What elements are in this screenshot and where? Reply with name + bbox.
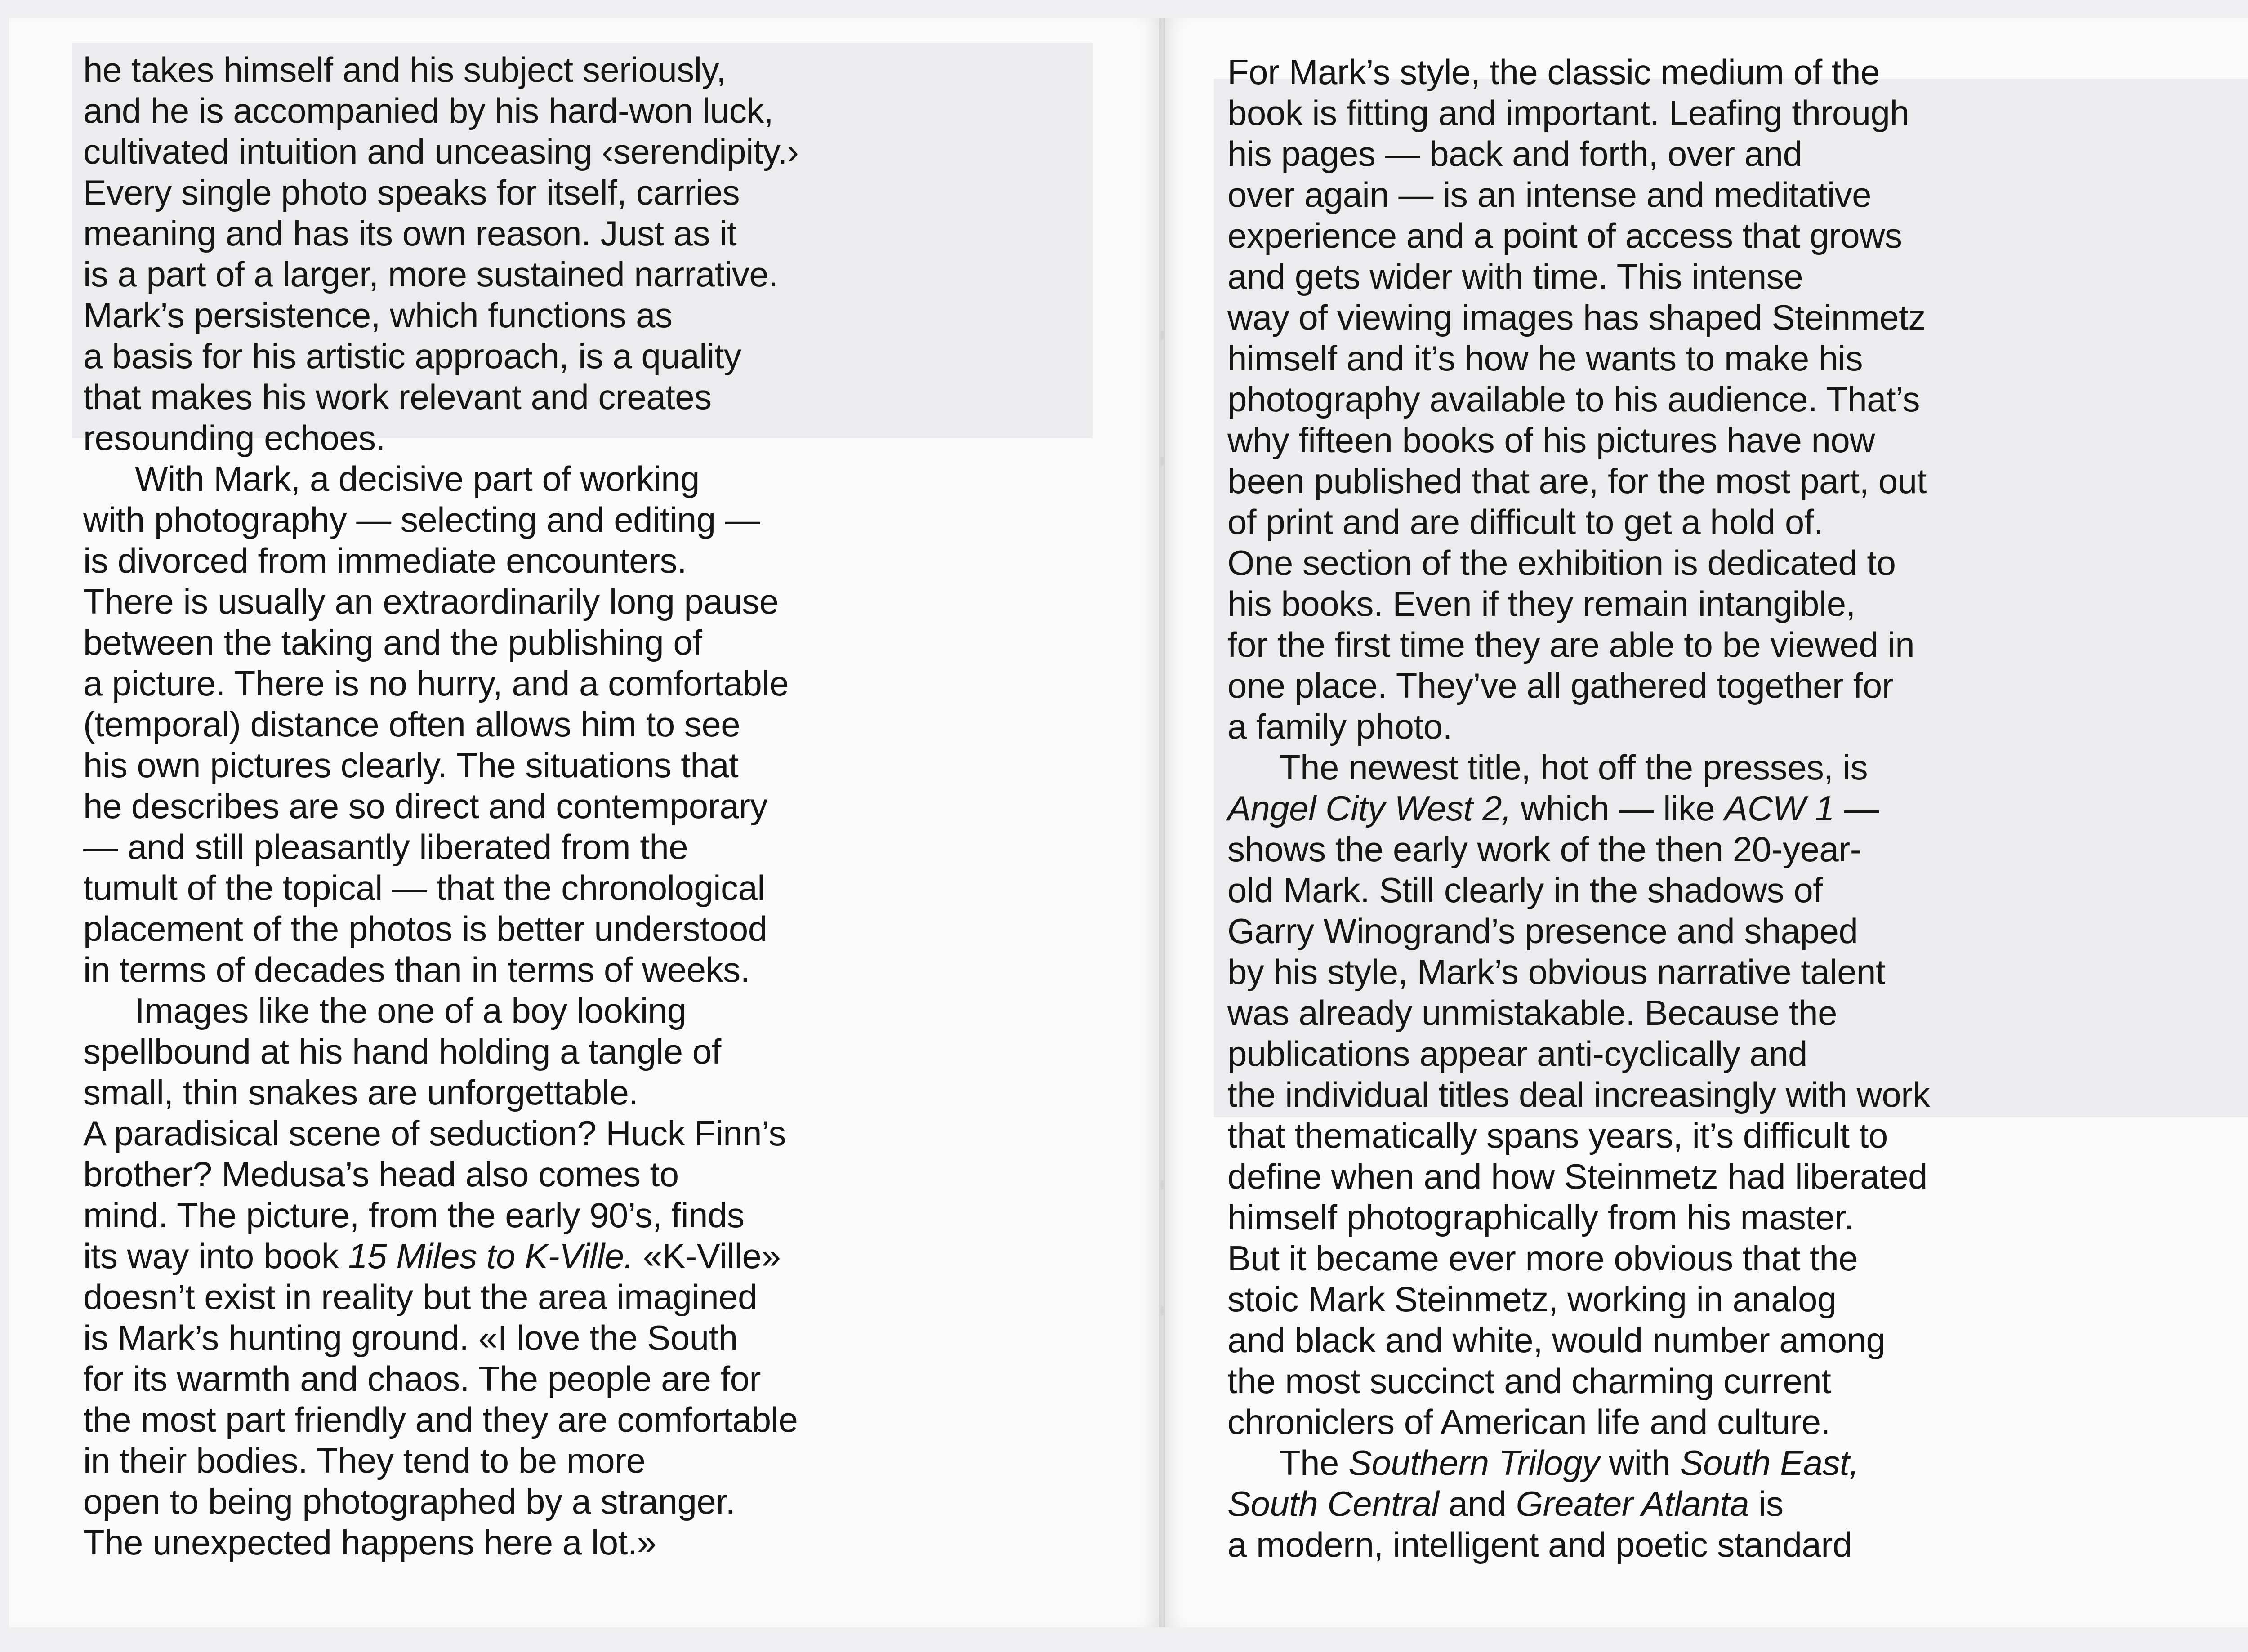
italic-title: South Central	[1227, 1484, 1439, 1523]
text-run: with	[1599, 1443, 1680, 1483]
text-run: —	[1834, 788, 1879, 828]
text-line	[83, 1113, 982, 1154]
text-run: himself and it’s how he wants to make his	[1227, 338, 1863, 378]
text-run: his pages — back and forth, over and	[1227, 134, 1802, 174]
text-line	[83, 827, 982, 868]
text-line	[1227, 543, 2127, 583]
text-line	[1227, 1197, 2127, 1238]
text-line	[83, 1358, 982, 1399]
text-run: resounding echoes.	[83, 418, 385, 458]
text-line	[1227, 1402, 2127, 1443]
text-run: and he is accompanied by his hard-won luck,	[83, 91, 774, 130]
text-line	[83, 1522, 982, 1563]
text-run: For Mark’s style, the classic medium of the	[1227, 52, 1880, 92]
text-line	[1227, 1443, 2127, 1483]
text-run: The unexpected happens here a lot.»	[83, 1523, 656, 1562]
text-run: himself photographically from his master.	[1227, 1198, 1854, 1237]
text-run: (temporal) distance often allows him to see	[83, 704, 740, 744]
text-run: shows the early work of the then 20-year-	[1227, 829, 1862, 869]
text-run: of print and are difficult to get a hold of.	[1227, 502, 1824, 542]
text-run: that makes his work relevant and creates	[83, 377, 712, 417]
text-run: meaning and has its own reason. Just as it	[83, 214, 737, 253]
text-run: the most succinct and charming current	[1227, 1361, 1831, 1401]
text-run: for its warmth and chaos. The people are for	[83, 1359, 761, 1398]
text-run: for the first time they are able to be viewed in	[1227, 625, 1915, 664]
text-line	[83, 1481, 982, 1522]
text-line	[1227, 52, 2127, 93]
text-line	[83, 499, 982, 540]
text-run: is Mark’s hunting ground. «I love the South	[83, 1318, 738, 1358]
text-line	[83, 990, 982, 1031]
text-line	[83, 377, 982, 418]
text-line	[83, 1031, 982, 1072]
italic-title: Angel City West 2,	[1227, 788, 1512, 828]
text-line	[1227, 461, 2127, 502]
text-run: define when and how Steinmetz had liberated	[1227, 1157, 1927, 1196]
text-line	[83, 949, 982, 990]
text-run: open to being photographed by a stranger.	[83, 1482, 735, 1521]
text-line	[83, 908, 982, 949]
text-run: and gets wider with time. This intense	[1227, 257, 1803, 296]
text-line	[1227, 706, 2127, 747]
text-run: small, thin snakes are unforgettable.	[83, 1073, 638, 1112]
text-run: photography available to his audience. That’s	[1227, 379, 1920, 419]
text-run: in terms of decades than in terms of weeks.	[83, 950, 750, 989]
text-run: he describes are so direct and contemporary	[83, 786, 767, 826]
text-run: cultivated intuition and unceasing ‹serendipity.›	[83, 132, 799, 171]
text-line	[83, 213, 982, 254]
text-line	[83, 1399, 982, 1440]
text-run: is	[1748, 1484, 1784, 1523]
text-run: experience and a point of access that grows	[1227, 216, 1902, 255]
text-line	[83, 622, 982, 663]
text-line	[83, 49, 982, 90]
text-line	[83, 1440, 982, 1481]
text-run: the most part friendly and they are comfortable	[83, 1400, 798, 1439]
text-line	[1227, 215, 2127, 256]
text-line	[1227, 174, 2127, 215]
text-line	[83, 663, 982, 704]
text-line	[83, 1277, 982, 1318]
text-line	[83, 459, 982, 499]
text-run: the individual titles deal increasingly with work	[1227, 1075, 1930, 1114]
text-line	[1227, 502, 2127, 543]
text-run: is divorced from immediate encounters.	[83, 541, 687, 580]
text-run: book is fitting and important. Leafing through	[1227, 93, 1909, 133]
text-run: stoic Mark Steinmetz, working in analog	[1227, 1279, 1837, 1319]
text-line	[1227, 788, 2127, 829]
italic-title: ACW 1	[1724, 788, 1834, 828]
text-line	[83, 172, 982, 213]
text-line	[83, 704, 982, 745]
text-run: mind. The picture, from the early 90’s, finds	[83, 1195, 745, 1235]
text-line	[1227, 1115, 2127, 1156]
text-line	[83, 1318, 982, 1358]
left-page-text	[83, 49, 982, 1563]
text-run: chroniclers of American life and culture.	[1227, 1402, 1830, 1442]
text-run: Every single photo speaks for itself, carries	[83, 173, 740, 212]
text-run: a picture. There is no hurry, and a comfortable	[83, 663, 789, 703]
text-line	[83, 1195, 982, 1236]
text-line	[83, 295, 982, 336]
text-run: a modern, intelligent and poetic standard	[1227, 1525, 1852, 1564]
text-run: was already unmistakable. Because the	[1227, 993, 1837, 1033]
text-line	[1227, 1033, 2127, 1074]
italic-title: South East,	[1680, 1443, 1859, 1483]
text-run: over again — is an intense and meditative	[1227, 175, 1872, 214]
text-run: and black and white, would number among	[1227, 1320, 1886, 1360]
text-run: a basis for his artistic approach, is a quality	[83, 336, 741, 376]
text-run: by his style, Mark’s obvious narrative talent	[1227, 952, 1886, 992]
text-line	[1227, 297, 2127, 338]
text-run: Images like the one of a boy looking	[135, 991, 687, 1030]
binding-stitch	[1161, 456, 1164, 466]
text-line	[1227, 1361, 2127, 1402]
text-line	[1227, 911, 2127, 952]
text-run: spellbound at his hand holding a tangle of	[83, 1032, 721, 1071]
text-run: its way into book	[83, 1236, 348, 1276]
binding-stitch	[1161, 1180, 1164, 1190]
text-run: why fifteen books of his pictures have now	[1227, 420, 1875, 460]
text-line	[1227, 1320, 2127, 1361]
text-run: which — like	[1511, 788, 1725, 828]
text-line	[83, 1072, 982, 1113]
book-gutter	[1159, 18, 1165, 1627]
text-line	[1227, 338, 2127, 379]
text-run: old Mark. Still clearly in the shadows of	[1227, 870, 1823, 910]
text-run: brother? Medusa’s head also comes to	[83, 1154, 679, 1194]
text-line	[1227, 583, 2127, 624]
text-line	[1227, 665, 2127, 706]
italic-title: Southern Trilogy	[1348, 1443, 1600, 1483]
text-run: placement of the photos is better understood	[83, 909, 767, 948]
text-run: is a part of a larger, more sustained narrative.	[83, 254, 778, 294]
binding-stitch	[1161, 1306, 1164, 1316]
text-line	[83, 90, 982, 131]
text-run: in their bodies. They tend to be more	[83, 1441, 646, 1480]
text-run: between the taking and the publishing of	[83, 623, 702, 662]
text-line	[1227, 420, 2127, 461]
text-line	[1227, 1238, 2127, 1279]
text-line	[83, 336, 982, 377]
text-line	[1227, 256, 2127, 297]
text-line	[83, 131, 982, 172]
text-line	[83, 1154, 982, 1195]
text-run: — and still pleasantly liberated from the	[83, 827, 688, 867]
text-line	[83, 581, 982, 622]
text-line	[83, 418, 982, 459]
text-line	[1227, 1074, 2127, 1115]
text-run: Mark’s persistence, which functions as	[83, 295, 673, 335]
text-run: way of viewing images has shaped Steinmetz	[1227, 298, 1926, 337]
text-run: But it became ever more obvious that the	[1227, 1238, 1858, 1278]
right-page-text	[1227, 52, 2127, 1565]
text-run: publications appear anti-cyclically and	[1227, 1034, 1807, 1073]
text-run: tumult of the topical — that the chronological	[83, 868, 765, 908]
text-line	[83, 786, 982, 827]
text-run: One section of the exhibition is dedicated to	[1227, 543, 1896, 583]
text-run: a family photo.	[1227, 707, 1452, 746]
text-line	[1227, 93, 2127, 134]
text-run: one place. They’ve all gathered together for	[1227, 666, 1894, 705]
text-line	[83, 540, 982, 581]
text-line	[1227, 1156, 2127, 1197]
text-line	[1227, 1483, 2127, 1524]
text-line	[1227, 624, 2127, 665]
italic-title: Greater Atlanta	[1516, 1484, 1749, 1523]
text-line	[83, 868, 982, 908]
text-line	[1227, 952, 2127, 993]
text-run: A paradisical scene of seduction? Huck Finn’s	[83, 1113, 786, 1153]
text-run: The newest title, hot off the presses, is	[1279, 748, 1868, 787]
italic-title: 15 Miles to K-Ville.	[348, 1236, 633, 1276]
text-line	[1227, 993, 2127, 1033]
text-line	[83, 1236, 982, 1277]
text-line	[1227, 134, 2127, 174]
text-line	[1227, 1524, 2127, 1565]
text-run: his own pictures clearly. The situations that	[83, 745, 739, 785]
text-run: that thematically spans years, it’s difficult to	[1227, 1116, 1888, 1155]
text-run: his books. Even if they remain intangible,	[1227, 584, 1855, 623]
text-line	[1227, 829, 2127, 870]
text-line	[1227, 747, 2127, 788]
text-line	[1227, 1279, 2127, 1320]
text-line	[1227, 379, 2127, 420]
text-line	[1227, 870, 2127, 911]
text-run: «K-Ville»	[633, 1236, 781, 1276]
text-run: and	[1439, 1484, 1516, 1523]
text-run: he takes himself and his subject seriously,	[83, 50, 726, 89]
text-run: doesn’t exist in reality but the area imagined	[83, 1277, 757, 1317]
text-line	[83, 745, 982, 786]
text-run: Garry Winogrand’s presence and shaped	[1227, 911, 1858, 951]
text-run: There is usually an extraordinarily long pause	[83, 582, 779, 621]
text-run: The	[1279, 1443, 1349, 1483]
text-run: been published that are, for the most part, out	[1227, 461, 1927, 501]
text-run: With Mark, a decisive part of working	[135, 459, 700, 499]
text-line	[83, 254, 982, 295]
text-run: with photography — selecting and editing —	[83, 500, 760, 539]
binding-stitch	[1161, 330, 1164, 340]
